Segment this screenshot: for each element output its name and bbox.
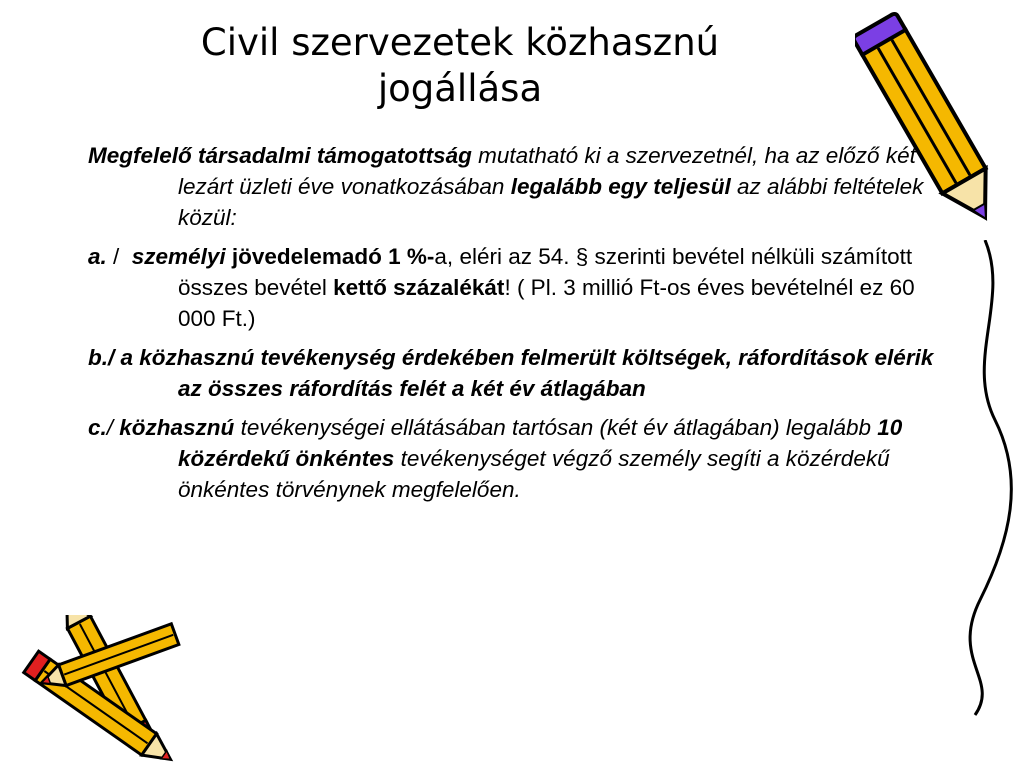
squiggle-line-right	[955, 240, 1015, 720]
title-line-1: Civil szervezetek közhasznú	[200, 21, 720, 64]
item-c-marker: c.	[88, 415, 107, 440]
item-a-paragraph	[88, 241, 938, 334]
intro-bold-italic-1: Megfelelő társadalmi támogatottság	[88, 143, 472, 168]
item-a-bold-1: kettő százalékát	[333, 275, 505, 300]
item-c-bold-1: közhasznú	[119, 415, 235, 440]
item-a-term-bold: jövedelemadó 1 %-	[225, 244, 435, 269]
item-b-marker: b.	[88, 345, 108, 370]
item-b-text: / a közhasznú tevékenység érdekében felmerült költségek, ráfordítások elérik az összes ráfordítás felét a két év átlagában	[108, 345, 934, 401]
item-b-paragraph	[88, 342, 938, 404]
item-c-sep: /	[106, 415, 120, 440]
item-a-text-1: a, eléri az 54. § szerinti bevétel nélküli számított összes bevétel	[178, 244, 913, 300]
slide-title	[140, 20, 780, 112]
pencil-clipart-top-right	[855, 0, 1005, 245]
item-a-sep: /	[106, 244, 132, 269]
pencil-icon	[855, 13, 1005, 232]
intro-italic-1: mutatható ki a szervezetnél, ha az előző két lezárt üzleti éve vonatkozásában	[178, 143, 916, 199]
intro-paragraph	[88, 140, 938, 233]
item-a-text-2: ! ( Pl. 3 millió Ft-os éves bevételnél ez 60 000 Ft.)	[178, 275, 915, 331]
item-c-paragraph	[88, 412, 938, 505]
item-c-bold-2: 10 közérdekű önkéntes	[178, 415, 903, 471]
pencils-clipart-bottom-left	[0, 615, 205, 765]
item-c-italic-2: tevékenységet végző személy segíti a közérdekű önkéntes törvénynek megfelelően.	[178, 446, 890, 502]
slide-body	[88, 140, 938, 513]
item-a-term-italic: személyi	[131, 244, 226, 269]
item-c-italic-1: tevékenységei ellátásában tartósan (két év átlagában) legalább	[234, 415, 878, 440]
intro-bold-italic-2: legalább egy teljesül	[510, 174, 731, 199]
intro-italic-2: az alábbi feltételek közül:	[178, 174, 924, 230]
item-a-marker: a.	[88, 244, 107, 269]
title-line-2: jogállása	[377, 67, 543, 110]
